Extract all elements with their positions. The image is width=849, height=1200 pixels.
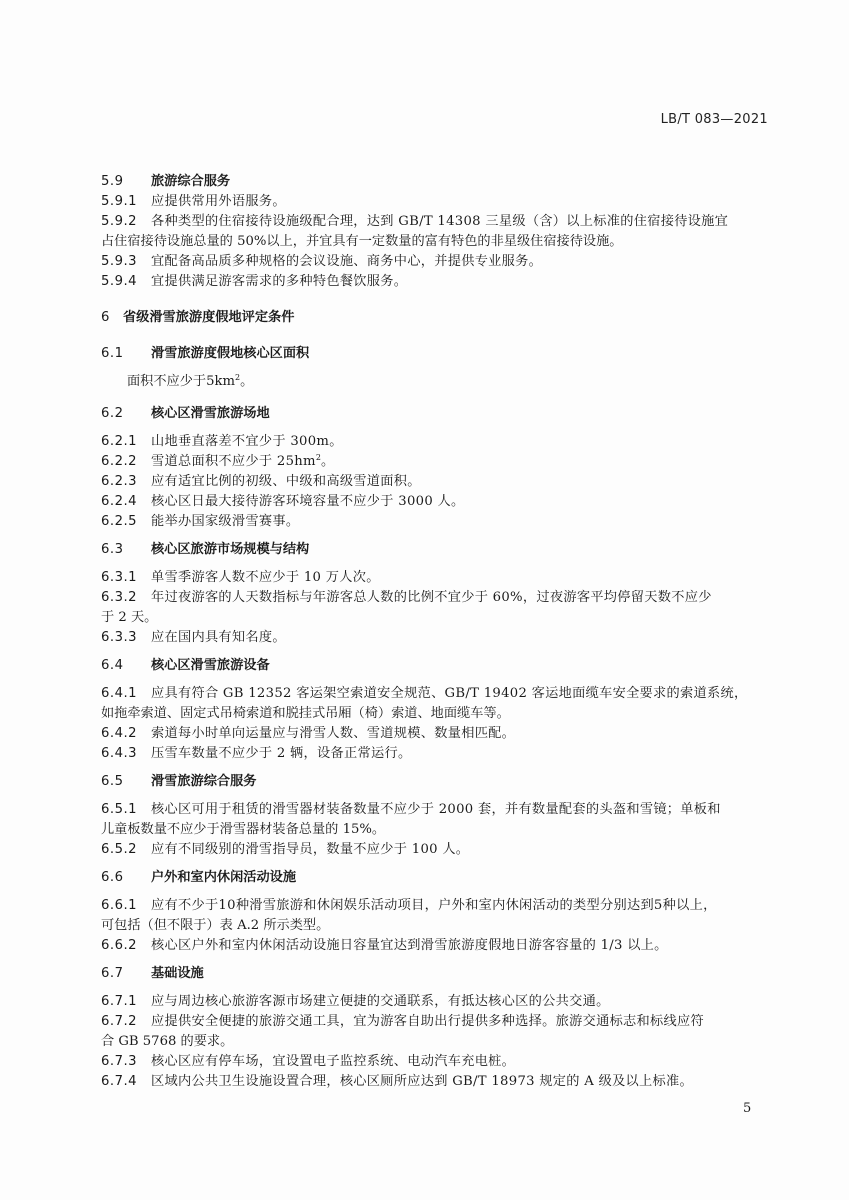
clause-6-5-2 [101,840,771,860]
section-title: 旅游综合服务 [151,174,231,189]
clause-number: 6.7.3 [101,1054,138,1069]
section-title: 滑雪旅游度假地核心区面积 [151,346,310,361]
clause-text: 压雪车数量不应少于 2 辆，设备正常运行。 [151,746,412,761]
page-content [101,172,771,1092]
clause-text: 年过夜游客的人天数指标与年游客总人数的比例不宜少于 60%，过夜游客平均停留天数不应少 [151,590,712,605]
clause-number: 6.3.3 [101,630,138,645]
paragraph-text: 。 [240,374,254,389]
clause-text: 宜配备高品质多种规格的会议设施、商务中心，并提供专业服务。 [151,254,543,269]
clause-number: 6.2.1 [101,434,138,449]
chapter-number: 6 [101,310,110,325]
section-heading-6-5 [101,772,771,792]
clause-number: 5.9.3 [101,254,138,269]
superscript: 2 [235,373,241,382]
clause-number: 6.2.3 [101,474,138,489]
section-number: 6.1 [101,346,124,361]
clause-6-3-1 [101,568,771,588]
clause-5-9-2 [101,212,771,232]
section-title: 基础设施 [151,966,204,981]
section-heading-6-2 [101,404,771,424]
clause-number: 5.9.4 [101,274,138,289]
clause-text: 应提供安全便捷的旅游交通工具，宜为游客自助出行提供多种选择。旅游交通标志和标线应符 [151,1014,704,1029]
clause-continuation: 合 GB 5768 的要求。 [101,1034,234,1049]
clause-text: 应有适宜比例的初级、中级和高级雪道面积。 [151,474,421,489]
section-heading-6-3 [101,540,771,560]
clause-text: 应在国内具有知名度。 [151,630,286,645]
clause-text: 单雪季游客人数不应少于 10 万人次。 [151,570,380,585]
clause-text: 应有不少于10种滑雪旅游和休闲娱乐活动项目，户外和室内休闲活动的类型分别达到5种以上， [151,898,717,913]
clause-6-2-5 [101,512,771,532]
clause-continuation: 占住宿接待设施总量的 50%以上，并宜具有一定数量的富有特色的非星级住宿接待设施。 [101,234,623,249]
clause-number: 6.7.1 [101,994,138,1009]
clause-number: 6.2.4 [101,494,138,509]
clause-number: 5.9.2 [101,214,138,229]
page-number: 5 [743,1101,752,1116]
paragraph-6-1 [101,372,771,392]
section-heading-6-4 [101,656,771,676]
clause-number: 6.2.2 [101,454,138,469]
clause-text: 区域内公共卫生设施设置合理，核心区厕所应达到 GB/T 18973 规定的 A 级及以上标准。 [151,1074,693,1089]
clause-number: 6.4.2 [101,726,138,741]
clause-number: 6.7.4 [101,1074,138,1089]
clause-6-4-3 [101,744,771,764]
clause-6-7-1 [101,992,771,1012]
clause-6-6-1 [101,896,771,916]
clause-6-7-4 [101,1072,771,1092]
clause-number: 5.9.1 [101,194,138,209]
section-heading-5-9 [101,172,771,192]
section-heading-6-6 [101,868,771,888]
clause-continuation: 于 2 天。 [101,610,158,625]
clause-6-7-3 [101,1052,771,1072]
standard-code: LB/T 083—2021 [660,112,768,127]
clause-number: 6.4.1 [101,686,138,701]
clause-text: 应与周边核心旅游客源市场建立便捷的交通联系，有抵达核心区的公共交通。 [151,994,610,1009]
clause-number: 6.2.5 [101,514,138,529]
clause-6-3-3 [101,628,771,648]
clause-text: 各种类型的住宿接待设施级配合理，达到 GB/T 14308 三星级（含）以上标准的住宿接待设施宜 [151,214,729,229]
section-heading-6-7 [101,964,771,984]
section-number: 6.3 [101,542,124,557]
chapter-heading-6 [101,308,771,328]
section-heading-6-1 [101,344,771,364]
section-number: 6.6 [101,870,124,885]
clause-6-5-1 [101,800,771,820]
section-title: 滑雪旅游综合服务 [151,774,257,789]
clause-continuation: 儿童板数量不应少于滑雪器材装备总量的 15%。 [101,822,386,837]
section-title: 户外和室内休闲活动设施 [151,870,297,885]
clause-6-4-2 [101,724,771,744]
clause-number: 6.4.3 [101,746,138,761]
clause-text: 。 [320,454,335,469]
clause-number: 6.3.1 [101,570,138,585]
clause-text: 核心区户外和室内休闲活动设施日容量宜达到滑雪旅游度假地日游客容量的 1/3 以上。 [151,938,668,953]
section-number: 6.7 [101,966,124,981]
clause-number: 6.7.2 [101,1014,138,1029]
clause-number: 6.3.2 [101,590,138,605]
clause-text: 应提供常用外语服务。 [151,194,286,209]
clause-text: 雪道总面积不应少于 25hm [151,454,316,469]
clause-6-7-2 [101,1012,771,1032]
section-number: 6.5 [101,774,124,789]
clause-6-3-2 [101,588,771,608]
clause-number: 6.6.2 [101,938,138,953]
clause-number: 6.5.2 [101,842,138,857]
clause-6-2-3 [101,472,771,492]
clause-text: 核心区可用于租赁的滑雪器材装备数量不应少于 2000 套，并有数量配套的头盔和雪镜；单板和 [151,802,721,817]
clause-text: 索道每小时单向运量应与滑雪人数、雪道规模、数量相匹配。 [151,726,516,741]
section-title: 核心区滑雪旅游场地 [151,406,270,421]
clause-text: 应有不同级别的滑雪指导员，数量不应少于 100 人。 [151,842,470,857]
clause-6-4-1 [101,684,771,704]
clause-6-2-1 [101,432,771,452]
clause-text: 能举办国家级滑雪赛事。 [151,514,300,529]
clause-5-9-3 [101,252,771,272]
clause-6-2-4 [101,492,771,512]
chapter-title: 省级滑雪旅游度假地评定条件 [123,310,295,325]
clause-text: 应具有符合 GB 12352 客运架空索道安全规范、GB/T 19402 客运地面缆车安全要求的索道系统， [151,686,748,701]
clause-5-9-4 [101,272,771,292]
section-title: 核心区滑雪旅游设备 [151,658,270,673]
clause-5-9-1 [101,192,771,212]
clause-number: 6.6.1 [101,898,138,913]
section-number: 5.9 [101,174,124,189]
superscript: 2 [315,453,321,462]
clause-text: 核心区应有停车场，宜设置电子监控系统、电动汽车充电桩。 [151,1054,516,1069]
section-number: 6.4 [101,658,124,673]
section-title: 核心区旅游市场规模与结构 [151,542,310,557]
paragraph-text: 面积不应少于5km [127,374,236,389]
clause-continuation: 可包括（但不限于）表 A.2 所示类型。 [101,918,330,933]
clause-text: 宜提供满足游客需求的多种特色餐饮服务。 [151,274,408,289]
section-number: 6.2 [101,406,124,421]
clause-number: 6.5.1 [101,802,138,817]
clause-6-6-2 [101,936,771,956]
clause-text: 山地垂直落差不宜少于 300m。 [151,434,343,449]
clause-text: 核心区日最大接待游客环境容量不应少于 3000 人。 [151,494,465,509]
clause-6-2-2 [101,452,771,472]
clause-continuation: 如拖牵索道、固定式吊椅索道和脱挂式吊厢（椅）索道、地面缆车等。 [101,706,510,721]
